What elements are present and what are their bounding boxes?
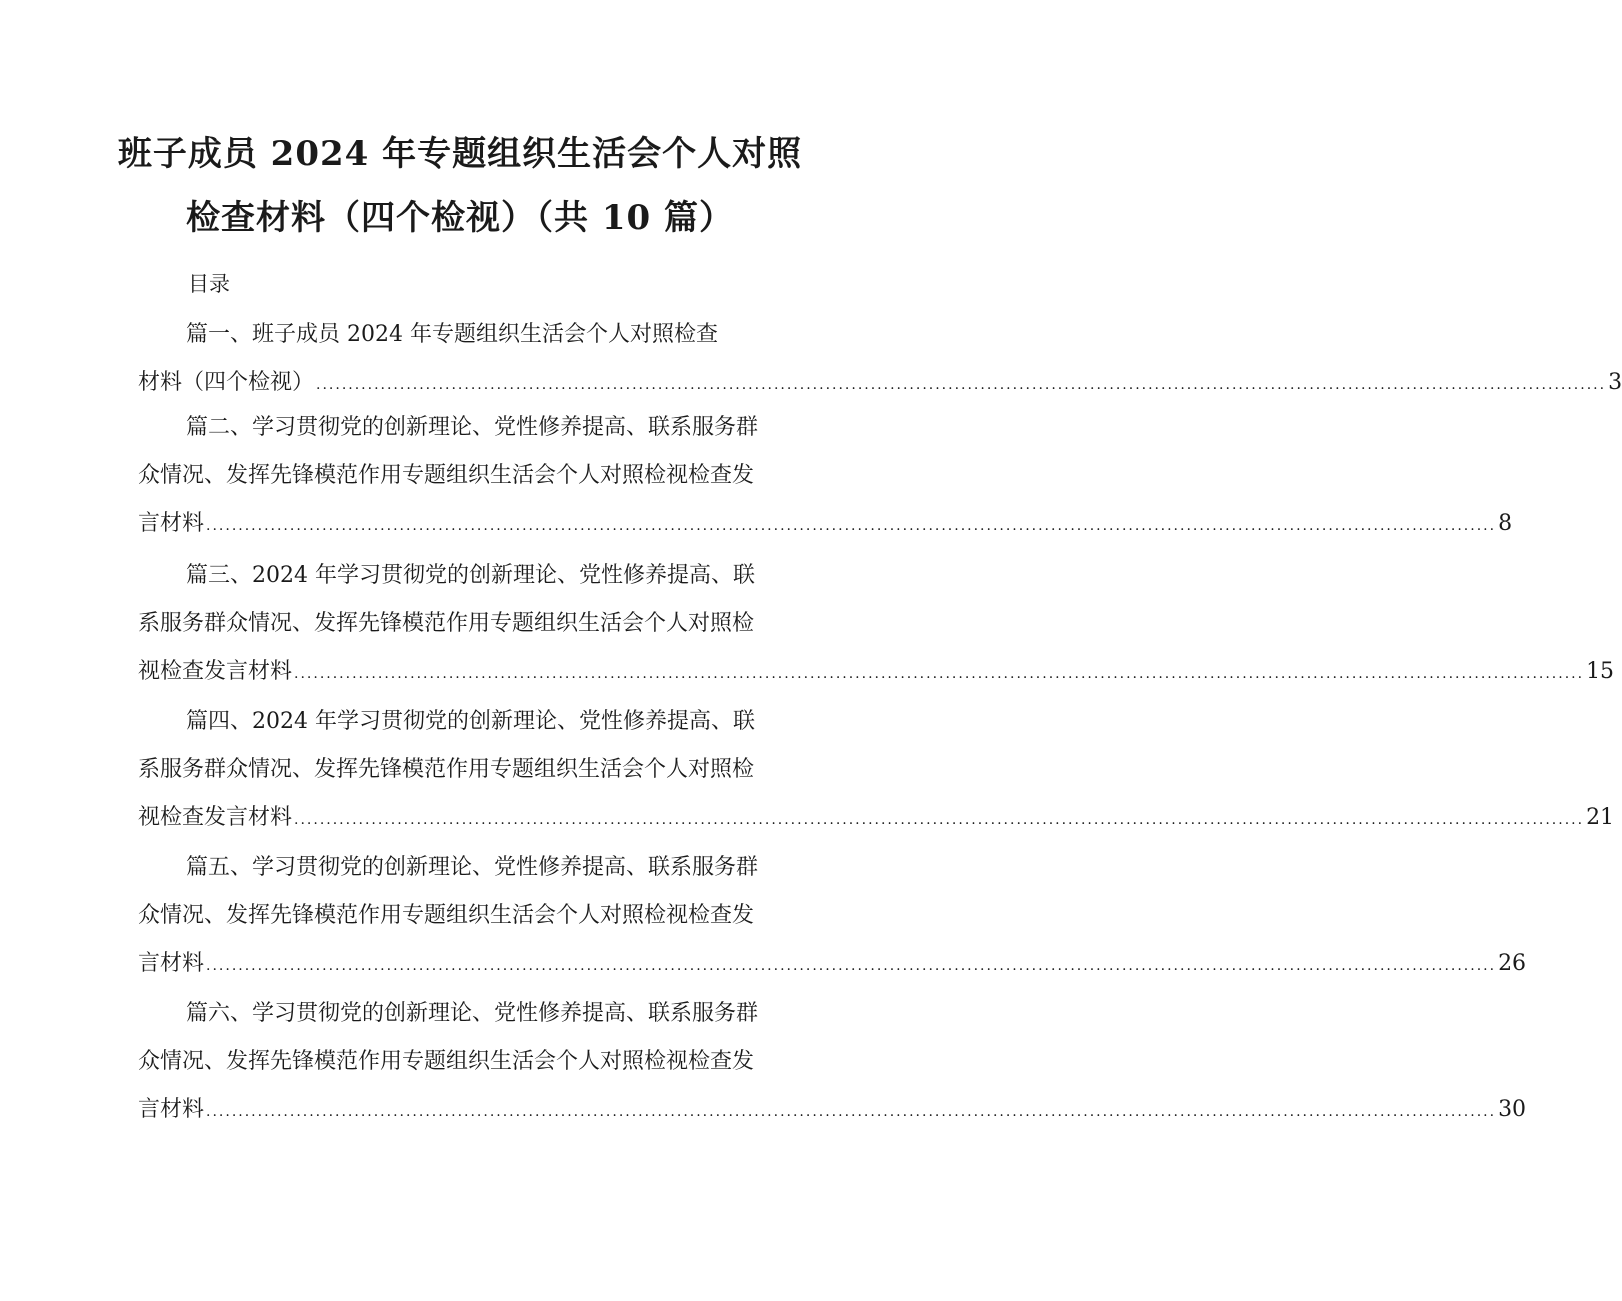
toc-entry-6-line-3[interactable] bbox=[138, 1095, 1527, 1125]
toc-entry-3-line-2[interactable] bbox=[138, 609, 784, 639]
toc-entry-2-line-3[interactable] bbox=[138, 509, 1513, 539]
toc-entry-4-line-2[interactable] bbox=[138, 755, 784, 785]
toc-entry-text: 视检查发言材料 bbox=[138, 659, 293, 684]
toc-entry-2-line-1[interactable] bbox=[186, 413, 784, 443]
toc-leader-dots: ........................................................................................................................................................................................................ bbox=[294, 812, 1585, 828]
toc-entry-5-line-2[interactable] bbox=[138, 901, 784, 931]
toc-heading: 目录 bbox=[188, 272, 230, 296]
toc-entry-text: 众情况、发挥先锋模范作用专题组织生活会个人对照检视检查发 bbox=[138, 1049, 755, 1074]
toc-entry-text: 系服务群众情况、发挥先锋模范作用专题组织生活会个人对照检 bbox=[138, 757, 755, 782]
toc-page-number: 15 bbox=[1586, 659, 1615, 684]
toc-entry-text: 众情况、发挥先锋模范作用专题组织生活会个人对照检视检查发 bbox=[138, 463, 755, 488]
toc-entry-text: 众情况、发挥先锋模范作用专题组织生活会个人对照检视检查发 bbox=[138, 903, 755, 928]
document-title-line-2: 检查材料（四个检视）（共 10 篇） bbox=[186, 198, 734, 238]
toc-leader-dots: ........................................................................................................................................................................................................ bbox=[206, 1104, 1497, 1120]
toc-page-number: 30 bbox=[1498, 1097, 1527, 1122]
toc-leader-dots: ........................................................................................................................................................................................................ bbox=[206, 518, 1497, 534]
document-title-line-1: 班子成员 2024 年专题组织生活会个人对照 bbox=[117, 134, 803, 174]
toc-page-number: 21 bbox=[1586, 805, 1615, 830]
toc-entry-text: 系服务群众情况、发挥先锋模范作用专题组织生活会个人对照检 bbox=[138, 611, 755, 636]
toc-entry-text: 视检查发言材料 bbox=[138, 805, 293, 830]
toc-page-number: 3 bbox=[1608, 370, 1622, 395]
toc-entry-1-line-2[interactable] bbox=[138, 368, 1622, 398]
toc-entry-3-line-3[interactable] bbox=[138, 657, 1615, 687]
toc-entry-text: 篇二、学习贯彻党的创新理论、党性修养提高、联系服务群 bbox=[186, 415, 759, 440]
toc-leader-dots: ........................................................................................................................................................................................................ bbox=[294, 666, 1585, 682]
toc-entry-text: 篇四、2024 年学习贯彻党的创新理论、党性修养提高、联 bbox=[186, 709, 755, 734]
toc-entry-3-line-1[interactable] bbox=[186, 561, 784, 591]
toc-entry-text: 材料（四个检视） bbox=[138, 370, 315, 395]
toc-entry-text: 言材料 bbox=[138, 951, 205, 976]
toc-page-number: 8 bbox=[1498, 511, 1513, 536]
toc-entry-text: 篇六、学习贯彻党的创新理论、党性修养提高、联系服务群 bbox=[186, 1001, 759, 1026]
toc-entry-2-line-2[interactable] bbox=[138, 461, 784, 491]
toc-entry-6-line-2[interactable] bbox=[138, 1047, 784, 1077]
toc-leader-dots: ........................................................................................................................................................................................................ bbox=[316, 377, 1607, 393]
toc-entry-text: 篇五、学习贯彻党的创新理论、党性修养提高、联系服务群 bbox=[186, 855, 759, 880]
toc-entry-6-line-1[interactable] bbox=[186, 999, 784, 1029]
toc-entry-5-line-1[interactable] bbox=[186, 853, 784, 883]
toc-page-number: 26 bbox=[1498, 951, 1527, 976]
toc-entry-text: 言材料 bbox=[138, 511, 205, 536]
toc-entry-5-line-3[interactable] bbox=[138, 949, 1527, 979]
toc-entry-text: 言材料 bbox=[138, 1097, 205, 1122]
toc-entry-text: 篇三、2024 年学习贯彻党的创新理论、党性修养提高、联 bbox=[186, 563, 755, 588]
toc-entry-1-line-1[interactable] bbox=[186, 320, 784, 350]
toc-entry-text: 篇一、班子成员 2024 年专题组织生活会个人对照检查 bbox=[186, 322, 718, 347]
toc-leader-dots: ........................................................................................................................................................................................................ bbox=[206, 958, 1497, 974]
toc-entry-4-line-1[interactable] bbox=[186, 707, 784, 737]
toc-entry-4-line-3[interactable] bbox=[138, 803, 1615, 833]
